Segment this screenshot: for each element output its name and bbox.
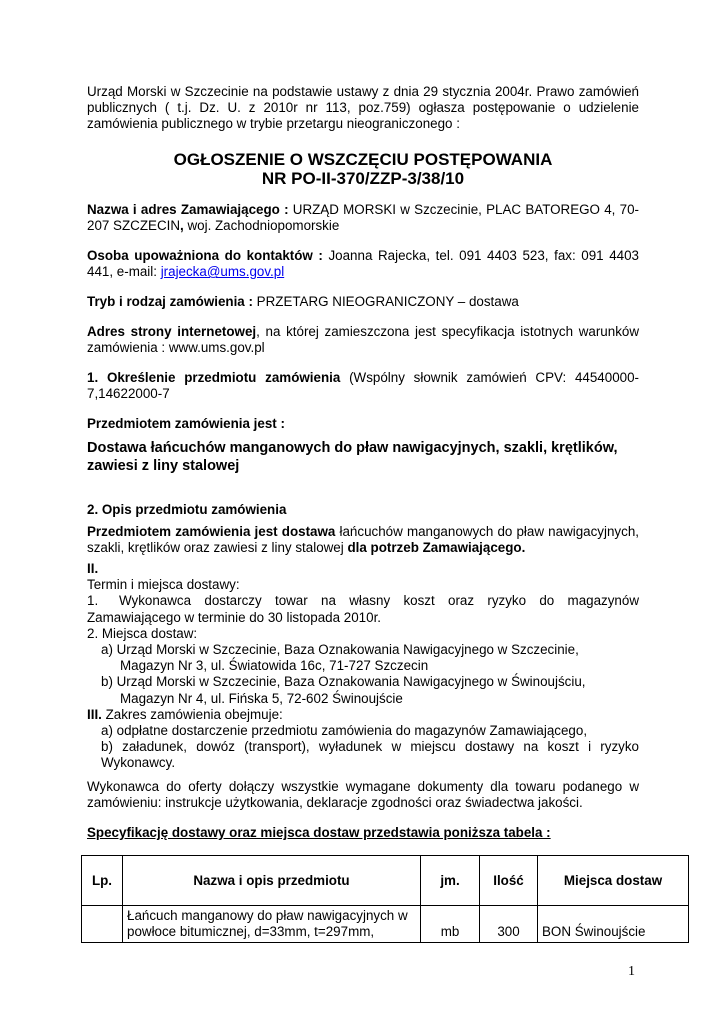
tryb-label: Tryb i rodzaj zamówienia : — [87, 294, 253, 309]
section-3-heading: III. — [87, 706, 102, 722]
opis-paragraph — [87, 524, 639, 556]
zamawiajacy-paragraph — [87, 202, 639, 234]
opis-mid: łańcuchów manganowych do pław nawigacyjnych, szakli, krętlików oraz zawiesi z liny stalowej — [87, 524, 639, 556]
adres-strony-label: Adres strony internetowej — [87, 324, 257, 339]
header-ilosc: Ilość — [480, 856, 538, 906]
tryb-value: PRZETARG NIEOGRANICZONY – dostawa — [252, 294, 519, 309]
okreslenie-label: 1. Określenie przedmiotu zamówienia — [87, 370, 341, 385]
page-number: 1 — [628, 964, 635, 979]
intro-paragraph: Urząd Morski w Szczecinie na podstawie ustawy z dnia 29 stycznia 2004r. Prawo zamówień publicznych ( t.j. Dz. U. z 2010r nr 113, poz.759) ogłasza postępowanie o udzielenie zamówienia publicznego w trybie przetargu nieograniczonego : — [87, 84, 639, 132]
zakres-a: a) odpłatne dostarczenie przedmiotu zamówienia do magazynów Zamawiającego, — [101, 723, 588, 739]
header-nazwa: Nazwa i opis przedmiotu — [123, 856, 421, 906]
title-line-1: OGŁOSZENIE O WSZCZĘCIU POSTĘPOWANIA — [173, 150, 553, 169]
zakres-label: Zakres zamówienia obejmuje: — [101, 706, 283, 722]
oferta-paragraph: Wykonawca do oferty dołączy wszystkie wymagane dokumenty dla towaru podanego w zamówieniu: instrukcje użytkowania, deklaracje zgodności oraz świadectwa jakości. — [87, 779, 639, 811]
przedmiot-label: Przedmiotem zamówienia jest : — [87, 416, 285, 431]
specification-table — [81, 855, 689, 943]
table-row — [82, 906, 689, 943]
kontakt-paragraph — [87, 248, 639, 280]
cell-jm: mb — [421, 906, 480, 943]
cell-miejsce: BON Świnoujście — [538, 906, 689, 943]
zakres-b: b) załadunek, dowóz (transport), wyładunek w miejscu dostawy na koszt i ryzyko Wykonawcy. — [101, 739, 639, 771]
item-2: 2. Miejsca dostaw: — [87, 625, 198, 641]
header-miejsca: Miejsca dostaw — [538, 856, 689, 906]
item-2b-line-1: b) Urząd Morski w Szczecinie, Baza Oznakowania Nawigacyjnego w Świnoujściu, — [101, 674, 586, 690]
opis-lead: Przedmiotem zamówienia jest dostawa — [87, 524, 336, 539]
opis-end: dla potrzeb Zamawiającego. — [347, 540, 526, 556]
header-lp: Lp. — [82, 856, 123, 906]
item-2b-line-2: Magazyn Nr 4, ul. Fińska 5, 72-602 Świnoujście — [120, 690, 403, 706]
table-header-row — [82, 856, 689, 906]
cell-ilosc: 300 — [480, 906, 538, 943]
header-jm: jm. — [421, 856, 480, 906]
email-link[interactable]: jrajecka@ums.gov.pl — [160, 264, 285, 280]
adres-strony-value: , na której zamieszczona jest specyfikacja istotnych warunków zamówienia : www.ums.gov.pl — [87, 324, 640, 356]
tryb-paragraph — [87, 294, 639, 310]
item-2a-line-1: a) Urząd Morski w Szczecinie, Baza Oznakowania Nawigacyjnego w Szczecinie, — [101, 642, 579, 658]
kontakt-label: Osoba upoważniona do kontaktów : — [87, 248, 323, 263]
cell-lp — [82, 906, 123, 943]
item-1 — [87, 593, 639, 625]
okreslenie-value: (Wspólny słownik zamówień CPV: 44540000-7,14622000-7 — [87, 370, 639, 402]
termin-section — [87, 561, 639, 772]
zakres-line — [87, 707, 639, 723]
item-1-number: 1. — [87, 593, 99, 609]
zamawiajacy-label: Nazwa i adres Zamawiającego : — [87, 202, 289, 217]
item-1-text: Wykonawca dostarczy towar na własny koszt oraz ryzyko do magazynów Zamawiającego w terminie do 30 listopada 2010r. — [87, 593, 639, 625]
zamawiajacy-tail: woj. Zachodniopomorskie — [183, 218, 340, 234]
kontakt-value: Joanna Rajecka, tel. 091 4403 523, fax: 091 4403 441, e-mail: — [87, 248, 639, 280]
przedmiot-value: Dostawa łańcuchów manganowych do pław nawigacyjnych, szakli, krętlików, zawiesi z liny stalowej — [87, 440, 618, 474]
title-line-2: NR PO-II-370/ZZP-3/38/10 — [261, 169, 465, 188]
spec-heading: Specyfikację dostawy oraz miejsca dostaw przedstawia poniższa tabela : — [87, 825, 551, 840]
section-2-heading: II. — [87, 561, 99, 576]
zamawiajacy-comma: , — [180, 218, 184, 234]
termin-label: Termin i miejsca dostawy: — [87, 577, 240, 593]
adres-strony-paragraph — [87, 324, 639, 356]
item-2a-line-2: Magazyn Nr 3, ul. Światowida 16c, 71-727 Szczecin — [120, 658, 429, 674]
okreslenie-paragraph — [87, 370, 639, 402]
cell-nazwa: Łańcuch manganowy do pław nawigacyjnych w powłoce bitumicznej, d=33mm, t=297mm, — [123, 906, 421, 943]
document-title — [87, 150, 639, 188]
opis-heading: 2. Opis przedmiotu zamówienia — [87, 502, 287, 517]
zamawiajacy-value: URZĄD MORSKI w Szczecinie, PLAC BATOREGO 4, 70-207 SZCZECIN — [87, 202, 639, 234]
